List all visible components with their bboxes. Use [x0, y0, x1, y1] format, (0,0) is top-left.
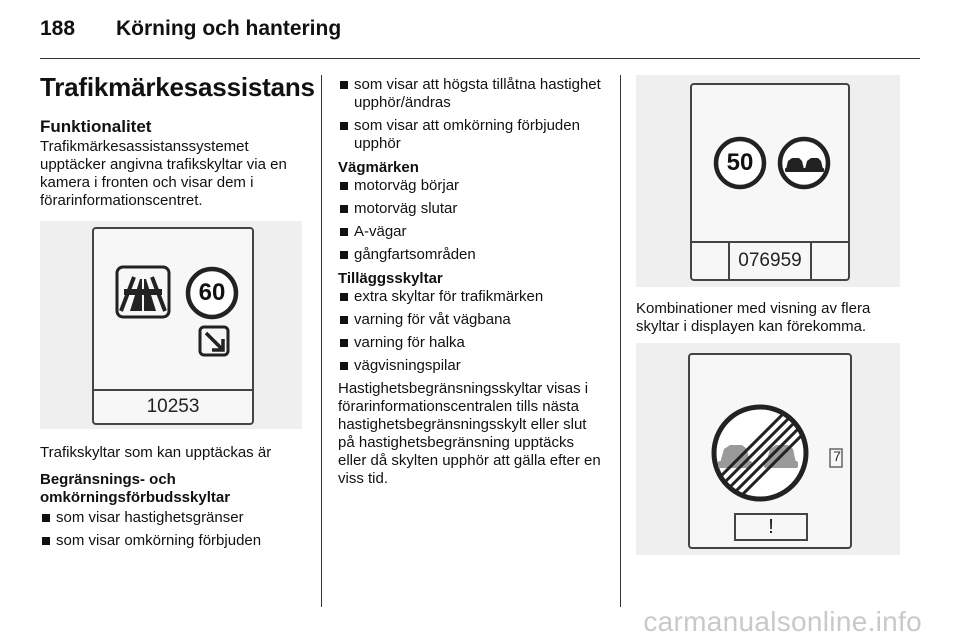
page-header — [40, 17, 920, 47]
column-3 — [636, 300, 906, 336]
watermark: carmanualsonline.info — [643, 606, 922, 637]
list-item: som visar att omkörning förbjuden upphör — [338, 117, 606, 153]
intro-paragraph: Trafikmärkesassistanssystemet upptäcker angivna trafikskyltar via en kamera i fronten och visar dem i förarinformationscentret. — [40, 138, 287, 209]
sub-sign-value: 7 — [833, 448, 841, 464]
list-item: som visar omkörning förbjuden — [40, 532, 306, 550]
list-item: motorväg slutar — [338, 200, 606, 218]
list-item: vägvisningspilar — [338, 357, 606, 375]
road-signs-heading: Vägmärken — [338, 159, 419, 176]
extra-signs-heading: Tilläggsskyltar — [338, 270, 443, 287]
combination-paragraph: Kombinationer med visning av flera skyltar i displayen kan förekomma. — [636, 300, 871, 335]
page-number: 188 — [40, 17, 76, 40]
figure-sign-display-1 — [40, 221, 302, 429]
sign-code: 10253 — [94, 389, 252, 423]
column-divider-1 — [321, 75, 322, 607]
subheading-functionality: Funktionalitet — [40, 117, 152, 136]
display-frame — [92, 227, 254, 425]
sign-code-box — [692, 241, 848, 279]
list-item: A-vägar — [338, 223, 606, 241]
motorway-speed-signs — [94, 229, 252, 389]
speed-overtaking-signs — [692, 85, 848, 240]
list-item: som visar att högsta tillåtna hastighet upphör/ändras — [338, 76, 606, 112]
column-1 — [40, 118, 306, 210]
list-item: gångfartsområden — [338, 246, 606, 264]
speed-limit-value: 50 — [726, 149, 754, 176]
column-2 — [338, 76, 606, 488]
list-item: motorväg börjar — [338, 177, 606, 195]
header-rule — [40, 58, 920, 59]
limit-signs-heading: Begränsnings- och omkörningsförbudsskyltar — [40, 471, 231, 506]
limit-signs-list — [40, 509, 306, 550]
list-item: varning för våt vägbana — [338, 311, 606, 329]
list-item: extra skyltar för trafikmärken — [338, 288, 606, 306]
warning-box: ! — [734, 513, 808, 541]
speed-limit-paragraph: Hastighetsbegränsningsskyltar visas i förarinformationscentralen tills nästa hastighetsbegränsningsskylt eller slut på hastighetsbegränsning upptäcks eller då skylten upphör att gälla efter en viss tid. — [338, 380, 601, 487]
display-frame — [690, 83, 850, 281]
column-1-lower — [40, 444, 306, 555]
sign-code: 076959 — [728, 243, 811, 279]
column-divider-2 — [620, 75, 621, 607]
display-frame — [688, 353, 852, 549]
figure-sign-display-2 — [636, 75, 900, 287]
list-item: som visar hastighetsgränser — [40, 509, 306, 527]
figure-sign-display-3 — [636, 343, 900, 555]
chapter-title: Körning och hantering — [116, 17, 342, 40]
detectable-caption: Trafikskyltar som kan upptäckas är — [40, 444, 272, 461]
end-no-overtaking-sign — [690, 355, 850, 505]
speed-limit-value: 60 — [198, 279, 226, 306]
section-title: Trafikmärkesassistans — [40, 72, 315, 102]
list-item: varning för halka — [338, 334, 606, 352]
